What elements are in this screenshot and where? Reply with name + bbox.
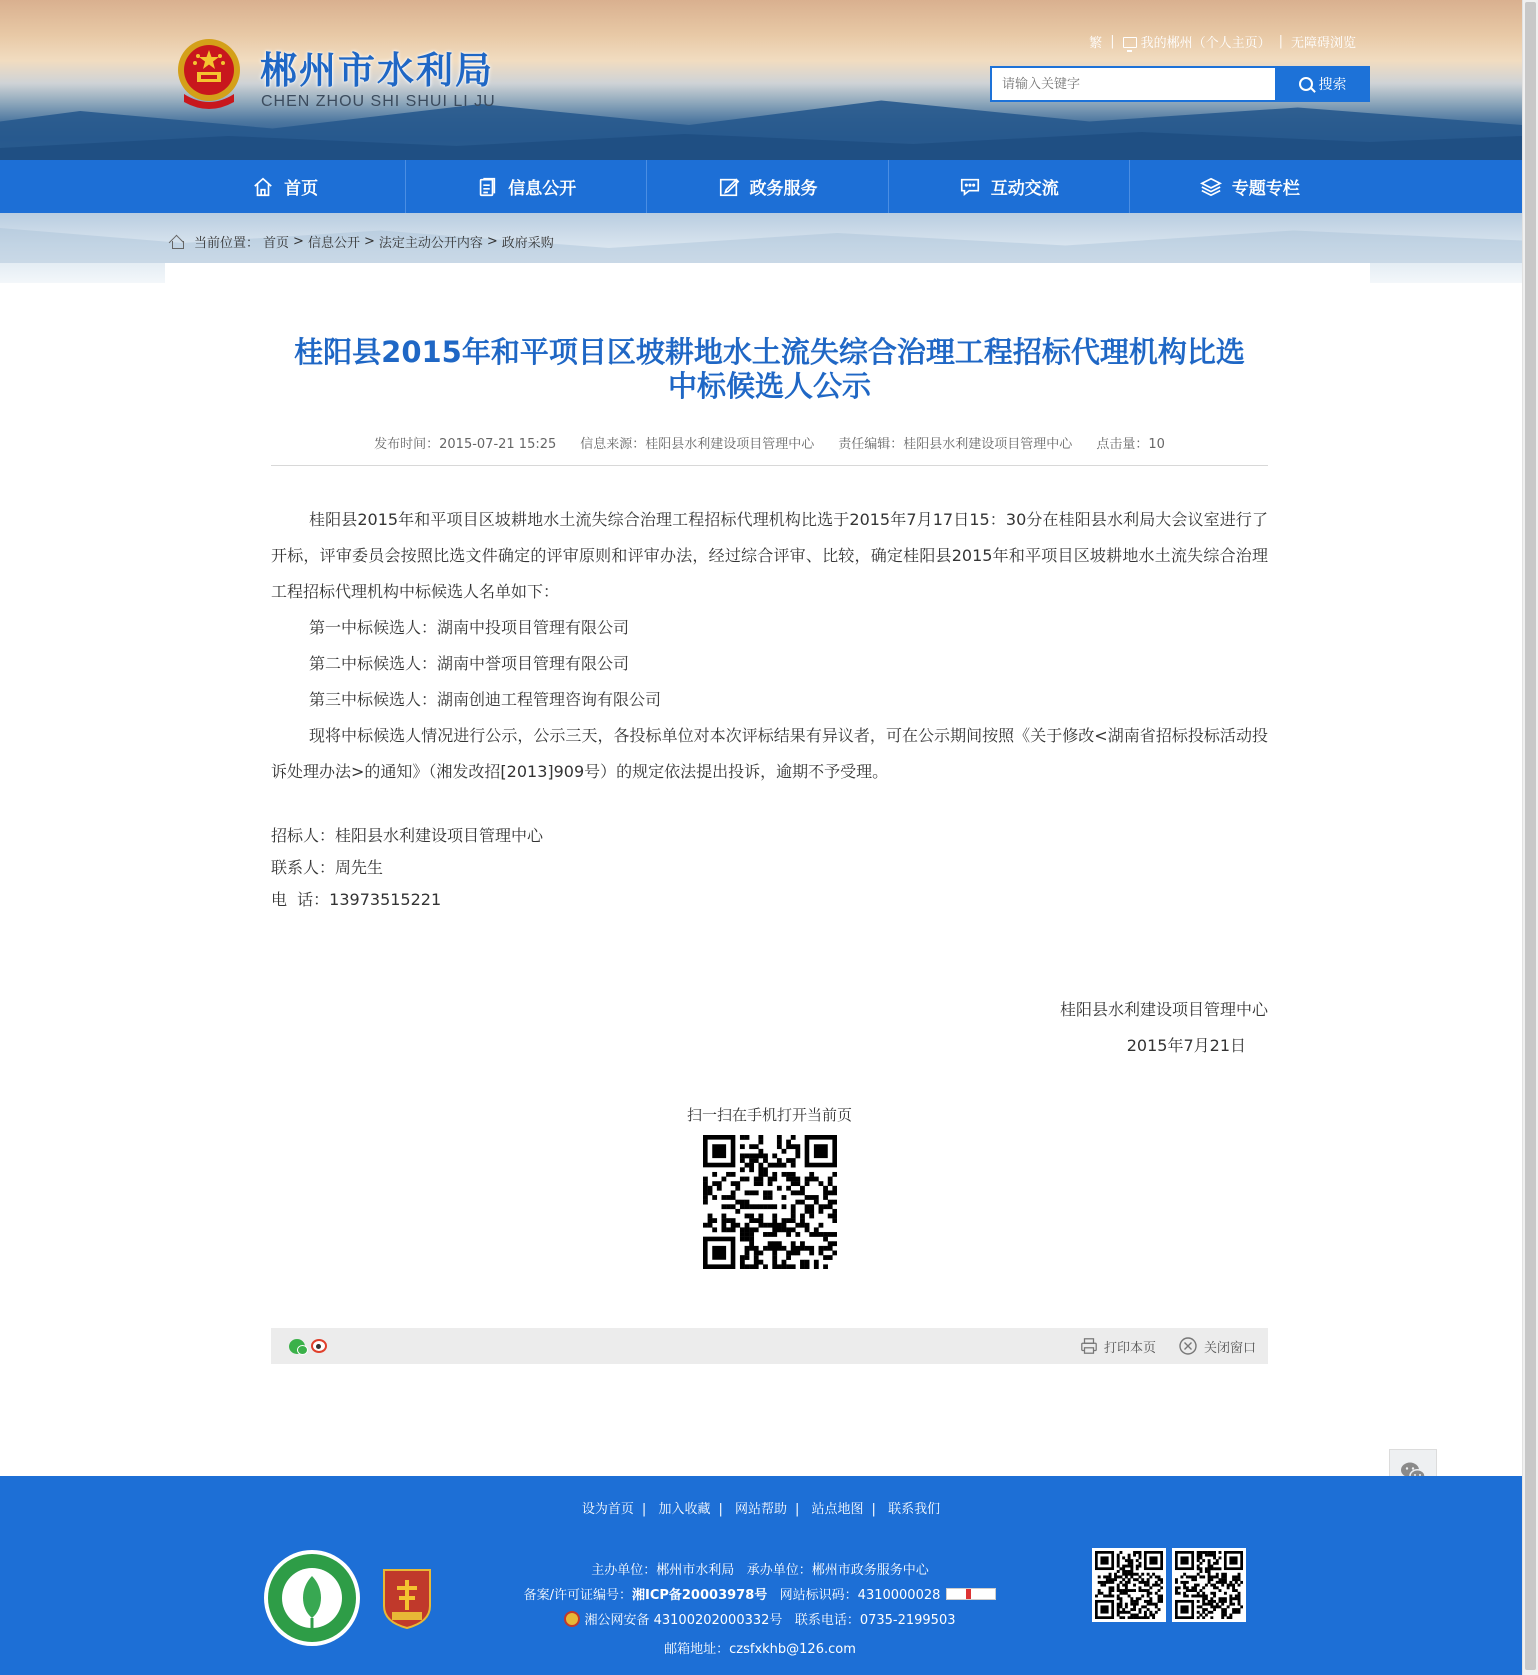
article-tools bbox=[1080, 1336, 1256, 1356]
separator: | bbox=[795, 1502, 800, 1517]
cn22-badge-icon[interactable] bbox=[946, 1588, 996, 1600]
home-icon bbox=[170, 235, 184, 248]
nav-item-label: 政务服务 bbox=[749, 179, 818, 199]
responsible-editor: 责任编辑：桂阳县水利建设项目管理中心 bbox=[838, 437, 1073, 452]
nav-item-label: 互动交流 bbox=[990, 179, 1059, 199]
candidate-second: 第二中标候选人：湖南中誉项目管理有限公司 bbox=[309, 654, 630, 673]
nav-item-special[interactable] bbox=[1130, 160, 1370, 213]
contact-phone: 电 话：13973515221 bbox=[271, 890, 442, 909]
tenderer: 招标人：桂阳县水利建设项目管理中心 bbox=[271, 826, 544, 845]
paragraph: 桂阳县2015年和平项目区坡耕地水土流失综合治理工程招标代理机构比选于2015年7月17日15：30分在桂阳县水利局大会议室进行了开标，评审委员会按照比选文件确定的评审原则和评审办法，经过综合评审、比较，确定桂阳县2015年和平项目区坡耕地水土流失综合治理工程招标代理机构中标候选人名单如下： bbox=[271, 510, 1268, 601]
hit-count: 点击量：10 bbox=[1096, 437, 1165, 452]
breadcrumb-prefix: 当前位置： bbox=[194, 236, 260, 251]
article bbox=[271, 283, 1268, 1364]
close-label: 关闭窗口 bbox=[1203, 1340, 1256, 1356]
site-subtitle: CHEN ZHOU SHI SHUI LI JU bbox=[261, 93, 496, 110]
close-window-button[interactable] bbox=[1178, 1336, 1256, 1356]
site-header bbox=[0, 0, 1522, 160]
footer-phone: 联系电话：0735-2199503 bbox=[794, 1613, 956, 1628]
footer-qr-wechat bbox=[1092, 1548, 1166, 1622]
search-button-label: 搜索 bbox=[1318, 77, 1347, 93]
search-input[interactable] bbox=[990, 66, 1275, 102]
breadcrumb-item-procurement[interactable]: 政府采购 bbox=[501, 236, 554, 251]
weibo-share-icon[interactable] bbox=[311, 1339, 327, 1353]
site-code: 网站标识码：4310000028 bbox=[779, 1588, 941, 1603]
separator: | bbox=[1110, 34, 1115, 49]
footer-sponsor: 主办单位：郴州市水利局 承办单位：郴州市政务服务中心 bbox=[591, 1563, 929, 1578]
breadcrumb-separator: > bbox=[486, 234, 498, 249]
separator: | bbox=[718, 1502, 723, 1517]
icp-label: 备案/许可证编号： bbox=[523, 1588, 632, 1603]
breadcrumb-item-home[interactable]: 首页 bbox=[263, 236, 290, 251]
nav-item-label: 首页 bbox=[284, 179, 319, 199]
search-box bbox=[990, 66, 1370, 102]
breadcrumb-item-info-public[interactable]: 信息公开 bbox=[307, 236, 360, 251]
separator: | bbox=[871, 1502, 876, 1517]
qr-code-icon bbox=[703, 1135, 837, 1269]
barrier-free-link[interactable]: 无障碍浏览 bbox=[1290, 36, 1356, 51]
separator: | bbox=[1278, 34, 1283, 49]
layers-icon bbox=[1200, 176, 1222, 198]
nav-item-info-public[interactable] bbox=[406, 160, 647, 213]
site-title[interactable]: 郴州市水利局 bbox=[260, 49, 494, 92]
qr-code-icon bbox=[1095, 1551, 1163, 1619]
candidate-first: 第一中标候选人：湖南中投项目管理有限公司 bbox=[309, 618, 630, 637]
national-emblem-icon bbox=[174, 36, 244, 112]
signature-block bbox=[271, 992, 1268, 1064]
breadcrumb bbox=[170, 232, 554, 251]
footer-link-help[interactable]: 网站帮助 bbox=[734, 1502, 787, 1517]
share-bar bbox=[271, 1328, 1268, 1364]
nav-item-home[interactable] bbox=[165, 160, 406, 213]
document-icon bbox=[476, 176, 498, 198]
contact-person: 联系人：周先生 bbox=[271, 858, 384, 877]
nav-item-interaction[interactable] bbox=[889, 160, 1130, 213]
breadcrumb-separator: > bbox=[293, 234, 304, 249]
footer-info bbox=[480, 1558, 1040, 1662]
footer-police-line bbox=[480, 1608, 1040, 1633]
home-icon bbox=[252, 176, 274, 198]
scrollbar-thumb[interactable] bbox=[1525, 2, 1536, 1670]
footer-qr-app bbox=[1172, 1548, 1246, 1622]
contact-block bbox=[271, 820, 1268, 916]
chat-icon bbox=[959, 176, 981, 198]
article-title: 桂阳县2015年和平项目区坡耕地水土流失综合治理工程招标代理机构比选中标候选人公示 bbox=[294, 335, 1245, 403]
nav-item-gov-service[interactable] bbox=[647, 160, 888, 213]
qr-code-icon bbox=[1175, 1551, 1243, 1619]
qr-section bbox=[271, 1104, 1268, 1273]
candidate-third: 第三中标候选人：湖南创迪工程管理咨询有限公司 bbox=[309, 690, 662, 709]
search-icon bbox=[1299, 77, 1313, 91]
footer-link-sitemap[interactable]: 站点地图 bbox=[811, 1502, 864, 1517]
paragraph: 现将中标候选人情况进行公示，公示三天，各投标单位对本次评标结果有异议者，可在公示期间按照《关于修改<湖南省招标投标活动投诉处理办法>的通知》（湘发改招[2013]909号）的规定依法提出投诉，逾期不予受理。 bbox=[271, 726, 1268, 781]
site-footer bbox=[0, 1476, 1522, 1675]
publish-time: 发布时间：2015-07-21 15:25 bbox=[374, 437, 557, 452]
info-source: 信息来源：桂阳县水利建设项目管理中心 bbox=[580, 437, 815, 452]
printer-icon bbox=[1080, 1337, 1098, 1355]
print-label: 打印本页 bbox=[1103, 1340, 1156, 1356]
traditional-chinese-link[interactable]: 繁 bbox=[1089, 36, 1103, 51]
footer-icp-line bbox=[480, 1583, 1040, 1608]
article-body bbox=[271, 502, 1268, 1064]
my-chenzhou-link[interactable] bbox=[1123, 32, 1271, 51]
article-meta bbox=[271, 433, 1268, 466]
main-nav bbox=[0, 160, 1522, 213]
page-scrollbar[interactable] bbox=[1522, 0, 1538, 1675]
separator: | bbox=[641, 1502, 647, 1517]
wechat-share-icon[interactable] bbox=[289, 1339, 305, 1354]
footer-link-set-home[interactable]: 设为首页 bbox=[581, 1502, 634, 1517]
footer-link-favorite[interactable]: 加入收藏 bbox=[658, 1502, 711, 1517]
icp-link[interactable]: 湘ICP备20003978号 bbox=[631, 1588, 768, 1603]
party-gov-badge-icon bbox=[380, 1566, 434, 1630]
close-icon bbox=[1178, 1336, 1198, 1356]
qr-caption: 扫一扫在手机打开当前页 bbox=[686, 1106, 852, 1124]
nav-item-label: 专题专栏 bbox=[1231, 179, 1300, 199]
nav-item-label: 信息公开 bbox=[508, 179, 577, 199]
my-chenzhou-label: 我的郴州（个人主页） bbox=[1140, 36, 1271, 51]
top-links bbox=[1089, 32, 1356, 51]
civilized-website-badge-icon bbox=[262, 1548, 362, 1648]
breadcrumb-item-statutory[interactable]: 法定主动公开内容 bbox=[378, 236, 483, 251]
share-icons bbox=[289, 1339, 327, 1354]
footer-links bbox=[0, 1498, 1522, 1517]
footer-link-contact[interactable]: 联系我们 bbox=[888, 1502, 941, 1517]
edit-icon bbox=[718, 176, 740, 198]
search-button[interactable] bbox=[1275, 66, 1370, 102]
signature-date: 2015年7月21日 bbox=[1126, 1036, 1246, 1055]
police-badge-icon bbox=[564, 1611, 580, 1627]
police-record[interactable]: 湘公网安备 43100202000332号 bbox=[584, 1613, 783, 1628]
monitor-icon bbox=[1123, 37, 1137, 48]
breadcrumb-separator: > bbox=[363, 234, 375, 249]
content-panel-top bbox=[165, 263, 1370, 283]
signature-org: 桂阳县水利建设项目管理中心 bbox=[1059, 1000, 1268, 1019]
print-button[interactable] bbox=[1080, 1337, 1156, 1356]
footer-email: 邮箱地址：czsfxkhb@126.com bbox=[664, 1642, 856, 1657]
